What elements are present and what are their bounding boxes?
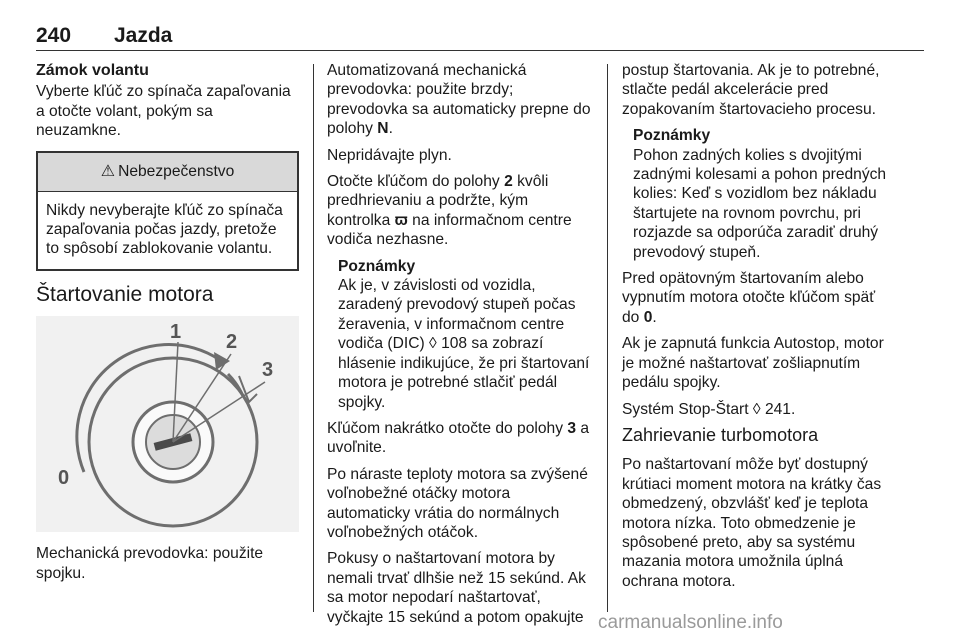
restart-text: Pred opätovným štartovaním alebo vypnutím motora otočte kľúčom späť do 0. <box>622 270 876 326</box>
stop-start-ref: Systém Stop-Štart ◊ 241. <box>622 400 796 418</box>
position-label-0: 0 <box>58 467 70 490</box>
note-title: Poznámky <box>633 127 711 145</box>
page-ref-icon: ◊ <box>752 400 761 418</box>
note-block <box>327 257 593 412</box>
column-right <box>622 61 890 598</box>
start-attempts-text: Pokusy o naštartovaní motora by nemali trvať dlhšie než 15 sekúnd. Ak sa motor nepodarí naštartovať, vyčkajte 15 sekúnd a potom opakujte <box>327 550 586 626</box>
note-block <box>622 126 890 262</box>
column-left <box>36 61 299 590</box>
column-divider <box>607 64 608 612</box>
start-procedure-text: postup štartovania. Ak je to potrebné, stlačte pedál akcelerácie pred zopakovaním štartovacieho procesu. <box>622 62 880 118</box>
turbo-warmup-text: Po naštartovaní môže byť dostupný krútiaci moment motora na krátky čas obmedzený, obzvlášť keď je teplota motora nízka. Toto obmedzenie je spôsobené preto, aby sa systému mazania motora umožnila úplná ochrana motora. <box>622 456 882 590</box>
page-number: 240 <box>36 24 72 47</box>
idle-speed-text: Po náraste teploty motora sa zvýšené voľnobežné otáčky motora automaticky vrátia do normálnych voľnobežných otáčok. <box>327 465 588 541</box>
manual-transmission-text: Mechanická prevodovka: použite spojku. <box>36 545 264 582</box>
ignition-switch-figure <box>36 316 299 532</box>
page-header <box>36 22 924 51</box>
warning-text: Nikdy nevyberajte kľúč zo spínača zapaľovania počas jazdy, pretože to spôsobí zablokovanie volantu. <box>46 201 283 258</box>
turbo-warmup-heading: Zahrievanie turbomotora <box>622 424 819 445</box>
column-middle <box>327 61 593 634</box>
preheat-text: Otočte kľúčom do polohy 2 kvôli predhrievaniu a podržte, kým kontrolka ϖ na informačnom centre vodiča nezhasne. <box>327 173 572 249</box>
gear-n: N <box>377 120 389 138</box>
turn-key-text: Kľúčom nakrátko otočte do polohy 3 a uvoľnite. <box>327 419 590 457</box>
automated-transmission-text: Automatizovaná mechanická prevodovka: použite brzdy; prevodovka sa automaticky prepne do polohy N. <box>327 62 591 138</box>
position-label-2: 2 <box>226 331 238 354</box>
danger-warning-box <box>36 151 299 271</box>
no-throttle-text: Nepridávajte plyn. <box>327 146 452 164</box>
watermark: carmanualsonline.info <box>598 612 783 633</box>
column-divider <box>313 64 314 612</box>
position-label-3: 3 <box>262 359 274 382</box>
warning-header <box>38 153 297 192</box>
autostop-text: Ak je zapnutá funkcia Autostop, motor je možné naštartovať zošliapnutím pedálu spojky. <box>622 335 884 392</box>
glow-plug-icon: ϖ <box>394 211 408 229</box>
steering-lock-text: Vyberte kľúč zo spínača zapaľovania a otočte volant, pokým sa neuzamkne. <box>36 83 291 140</box>
note-text: Ak je, v závislosti od vozidla, zaradený prevodový stupeň počas žeravenia, v informačnom centre vodiča (DIC) ◊ 108 sa zobrazí hlásenie indikujúce, že pri štartovaní motora je potrebné stlačiť pedál spojky. <box>338 277 590 411</box>
page-ref-icon: ◊ <box>429 335 437 353</box>
note-text: Pohon zadných kolies s dvojitými zadnými kolesami a pohon predných kolies: Keď s vozidlom bez nákladu štartujete na rovnom povrchu, pri rozjazde sa odporúča zaradiť druhý prevodový stupeň. <box>633 146 887 261</box>
chapter-title: Jazda <box>114 24 173 47</box>
position-label-1: 1 <box>170 321 182 344</box>
steering-lock-heading: Zámok volantu <box>36 62 149 79</box>
starting-engine-heading: Štartovanie motora <box>36 282 214 306</box>
warning-triangle-icon: ⚠ <box>100 162 116 180</box>
note-title: Poznámky <box>338 257 416 275</box>
warning-title: Nebezpečenstvo <box>118 162 235 180</box>
